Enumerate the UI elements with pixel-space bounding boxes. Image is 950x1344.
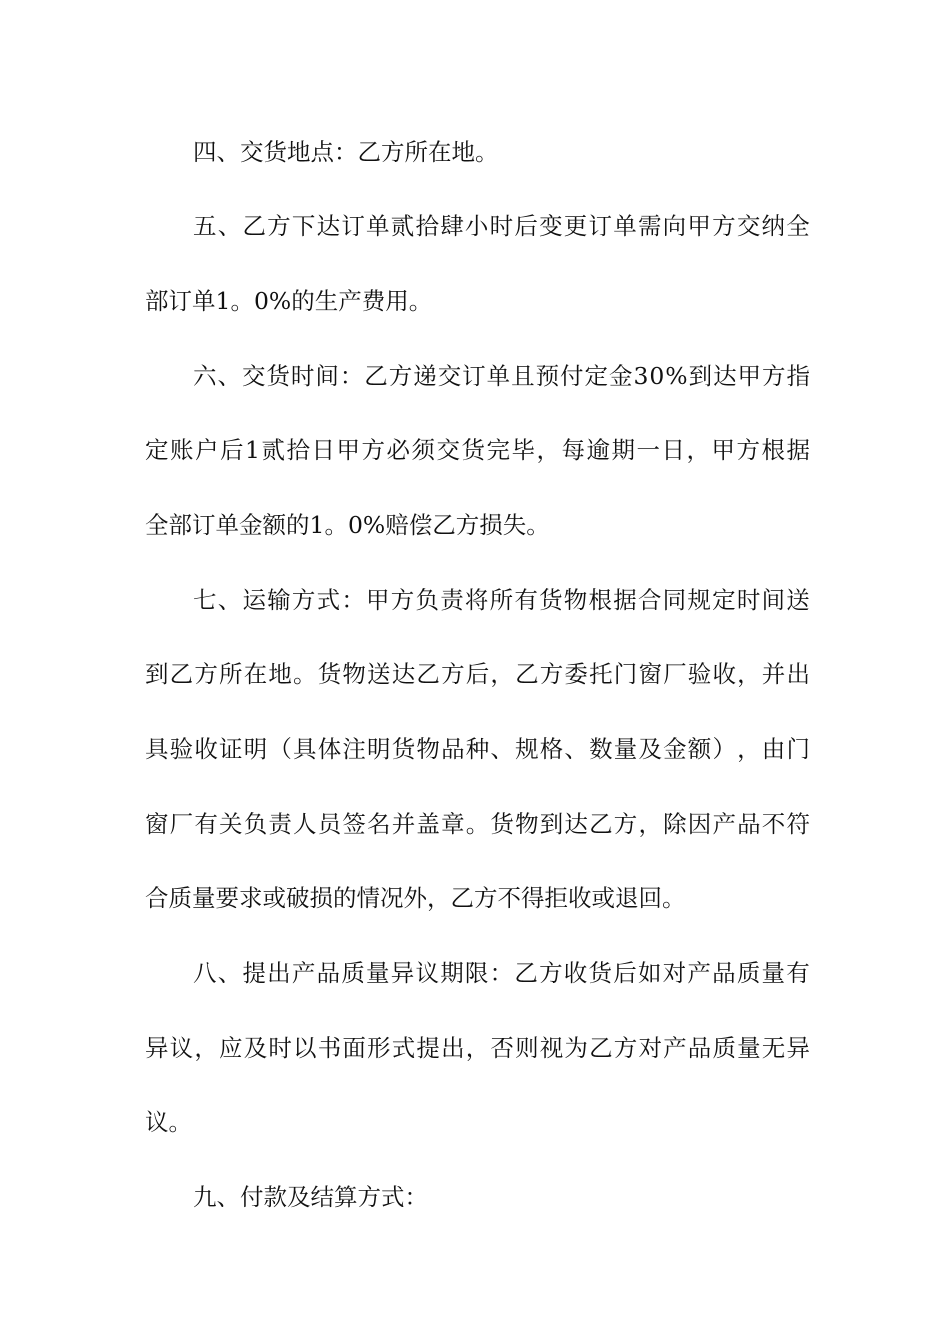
clause-5-line-2: 部订单1。0%的生产费用。 — [145, 287, 433, 315]
clause-7-line-2: 到 乙 方 所 在 地 。 货 物 送 达 乙 方 后 ， 乙 方 委 托 门 窗 厂 验 收 ， 并 出 — [145, 660, 810, 688]
clause-7-line-3: 具 验 收 证 明 （ 具 体 注 明 货 物 品 种 、 规 格 、 数 量 及 金 额 ） ， 由 门 — [145, 735, 810, 763]
clause-7-line-5: 合质量要求或破损的情况外，乙方不得拒收或退回。 — [145, 884, 686, 912]
clause-4-delivery-place: 四、交货地点：乙方所在地。 — [193, 138, 499, 166]
clause-9-payment-heading: 九、付款及结算方式： — [193, 1183, 428, 1211]
clause-5-line-1: 五 、 乙 方 下 达 订 单 贰 拾 肆 小 时 后 变 更 订 单 需 向 甲 方 交 纳 全 — [193, 212, 810, 240]
clause-6-line-3: 全部订单金额的1。0%赔偿乙方损失。 — [145, 511, 550, 539]
clause-7-line-1: 七 、 运 输 方 式 ： 甲 方 负 责 将 所 有 货 物 根 据 合 同 规 定 时 间 送 — [193, 586, 810, 614]
clause-7-line-4: 窗 厂 有 关 负 责 人 员 签 名 并 盖 章 。 货 物 到 达 乙 方 ， 除 因 产 品 不 符 — [145, 810, 810, 838]
clause-8-line-3: 议。 — [145, 1108, 192, 1136]
clause-8-line-2: 异 议 ， 应 及 时 以 书 面 形 式 提 出 ， 否 则 视 为 乙 方 对 产 品 质 量 无 异 — [145, 1034, 810, 1062]
clause-8-line-1: 八 、 提 出 产 品 质 量 异 议 期 限 ： 乙 方 收 货 后 如 对 产 品 质 量 有 — [193, 959, 810, 987]
clause-6-line-1: 六 、 交 货 时 间 ： 乙 方 递 交 订 单 且 预 付 定 金 3 0 % 到 达 甲 方 指 — [193, 362, 810, 390]
clause-6-line-2: 定 账 户 后 1 贰 拾 日 甲 方 必 须 交 货 完 毕 ， 每 逾 期 一 日 ， 甲 方 根 据 — [145, 436, 810, 464]
